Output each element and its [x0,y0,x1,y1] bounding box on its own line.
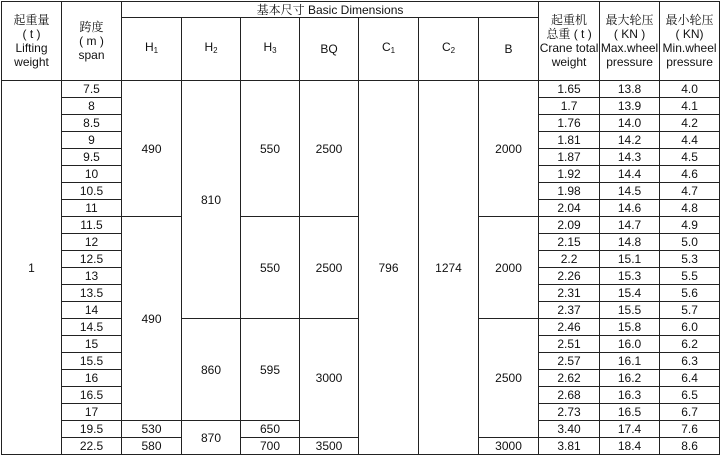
max-pressure-cell: 16.3 [600,387,660,404]
min-pressure-cell: 6.7 [660,404,720,421]
crane-weight-cell: 2.37 [539,302,600,319]
bq-cell: 3000 [300,319,359,438]
max-pressure-cell: 16.5 [600,404,660,421]
b-cell: 3000 [479,438,539,455]
crane-weight-cell: 2.09 [539,217,600,234]
bq-cell: 2500 [300,81,359,217]
min-pressure-cell: 4.4 [660,132,720,149]
max-pressure-cell: 14.3 [600,149,660,166]
min-pressure-cell: 6.0 [660,319,720,336]
span-cell: 17 [62,404,122,421]
span-cell: 16.5 [62,387,122,404]
header-c2-sub: 2 [450,46,456,55]
max-pressure-cell: 14.8 [600,234,660,251]
header-c2 [419,18,479,81]
h2-cell: 860 [182,319,241,421]
max-pressure-cell: 13.8 [600,81,660,98]
span-cell: 13.5 [62,285,122,302]
lifting-weight-cell: 1 [2,81,62,455]
min-pressure-cell: 6.4 [660,370,720,387]
crane-weight-cell: 2.04 [539,200,600,217]
max-pressure-cell: 16.2 [600,370,660,387]
max-pressure-cell: 14.7 [600,217,660,234]
min-pressure-cell: 5.3 [660,251,720,268]
header-h2-sub: 2 [213,46,218,55]
span-cell: 14.5 [62,319,122,336]
min-pressure-cell: 7.6 [660,421,720,438]
max-pressure-cell: 16.1 [600,353,660,370]
max-pressure-cell: 15.8 [600,319,660,336]
header-h1-base: H [144,40,154,54]
min-pressure-cell: 5.0 [660,234,720,251]
b-cell: 2500 [479,319,539,438]
max-pressure-cell: 14.6 [600,200,660,217]
span-cell: 13 [62,268,122,285]
span-cell: 19.5 [62,421,122,438]
min-pressure-cell: 6.5 [660,387,720,404]
max-pressure-cell: 17.4 [600,421,660,438]
h1-cell: 530 [122,421,182,438]
min-pressure-cell: 6.2 [660,336,720,353]
span-cell: 11.5 [62,217,122,234]
span-cell: 12.5 [62,251,122,268]
max-pressure-cell: 16.0 [600,336,660,353]
h3-cell: 550 [241,81,300,217]
span-cell: 8.5 [62,115,122,132]
h2-cell: 810 [182,81,241,319]
span-cell: 11 [62,200,122,217]
header-h3-sub: 3 [272,46,277,55]
crane-weight-cell: 2.2 [539,251,600,268]
span-cell: 7.5 [62,81,122,98]
min-pressure-cell: 5.5 [660,268,720,285]
header-h1-sub: 1 [153,46,159,55]
header-min-wheel-pressure: 最小轮压 ( KN) Min.wheel pressure [660,2,720,81]
h1-cell: 580 [122,438,182,455]
bq-cell: 3500 [300,438,359,455]
header-c1 [359,18,419,81]
max-pressure-cell: 15.5 [600,302,660,319]
crane-weight-cell: 2.73 [539,404,600,421]
span-cell: 10.5 [62,183,122,200]
crane-weight-cell: 2.57 [539,353,600,370]
header-lifting-weight: 起重量 ( t ) Lifting weight [2,2,62,81]
h1-cell: 490 [122,217,182,421]
max-pressure-cell: 15.4 [600,285,660,302]
crane-weight-cell: 1.81 [539,132,600,149]
span-cell: 10 [62,166,122,183]
min-pressure-cell: 4.7 [660,183,720,200]
span-cell: 16 [62,370,122,387]
span-cell: 22.5 [62,438,122,455]
header-span: 跨度 ( m ) span [62,2,122,81]
h3-cell: 700 [241,438,300,455]
c1-cell: 796 [359,81,419,455]
b-cell: 2000 [479,81,539,217]
span-cell: 8 [62,98,122,115]
min-pressure-cell: 4.0 [660,81,720,98]
c2-cell: 1274 [419,81,479,455]
crane-weight-cell: 1.98 [539,183,600,200]
min-pressure-cell: 4.8 [660,200,720,217]
header-bq: BQ [300,18,359,81]
crane-spec-table [1,1,720,455]
crane-weight-cell: 3.81 [539,438,600,455]
span-cell: 15.5 [62,353,122,370]
b-cell: 2000 [479,217,539,319]
span-cell: 15 [62,336,122,353]
h3-cell: 595 [241,319,300,421]
header-c1-base: C [381,40,391,54]
span-cell: 9.5 [62,149,122,166]
min-pressure-cell: 5.6 [660,285,720,302]
h1-cell: 490 [122,81,182,217]
crane-weight-cell: 1.92 [539,166,600,183]
min-pressure-cell: 4.9 [660,217,720,234]
crane-weight-cell: 2.46 [539,319,600,336]
header-b: B [479,18,539,81]
crane-weight-cell: 1.7 [539,98,600,115]
crane-weight-cell: 2.68 [539,387,600,404]
header-c1-sub: 1 [390,46,396,55]
header-h3 [241,18,300,81]
max-pressure-cell: 14.5 [600,183,660,200]
h3-cell: 550 [241,217,300,319]
crane-weight-cell: 2.26 [539,268,600,285]
crane-weight-cell: 2.15 [539,234,600,251]
header-crane-total-weight: 起重机 总重 ( t ) Crane total weight [539,2,600,81]
crane-weight-cell: 2.62 [539,370,600,387]
min-pressure-cell: 4.5 [660,149,720,166]
crane-weight-cell: 1.87 [539,149,600,166]
bq-cell: 2500 [300,217,359,319]
h2-cell: 870 [182,421,241,455]
max-pressure-cell: 14.2 [600,132,660,149]
max-pressure-cell: 18.4 [600,438,660,455]
max-pressure-cell: 15.3 [600,268,660,285]
min-pressure-cell: 8.6 [660,438,720,455]
crane-weight-cell: 3.40 [539,421,600,438]
min-pressure-cell: 4.1 [660,98,720,115]
header-h2-base: H [204,40,214,54]
header-h3-base: H [263,40,273,54]
min-pressure-cell: 4.2 [660,115,720,132]
crane-weight-cell: 1.76 [539,115,600,132]
min-pressure-cell: 5.7 [660,302,720,319]
crane-weight-cell: 1.65 [539,81,600,98]
header-max-wheel-pressure: 最大轮压 ( KN ) Max.wheel pressure [600,2,660,81]
min-pressure-cell: 4.6 [660,166,720,183]
header-c2-base: C [441,40,451,54]
span-cell: 9 [62,132,122,149]
header-h1 [122,18,182,81]
max-pressure-cell: 15.1 [600,251,660,268]
h3-cell: 650 [241,421,300,438]
min-pressure-cell: 6.3 [660,353,720,370]
max-pressure-cell: 13.9 [600,98,660,115]
crane-weight-cell: 2.31 [539,285,600,302]
max-pressure-cell: 14.0 [600,115,660,132]
crane-weight-cell: 2.51 [539,336,600,353]
max-pressure-cell: 14.4 [600,166,660,183]
span-cell: 14 [62,302,122,319]
header-basic-dimensions: 基本尺寸 Basic Dimensions [122,2,539,18]
header-h2 [182,18,241,81]
table-row [2,81,720,98]
span-cell: 12 [62,234,122,251]
